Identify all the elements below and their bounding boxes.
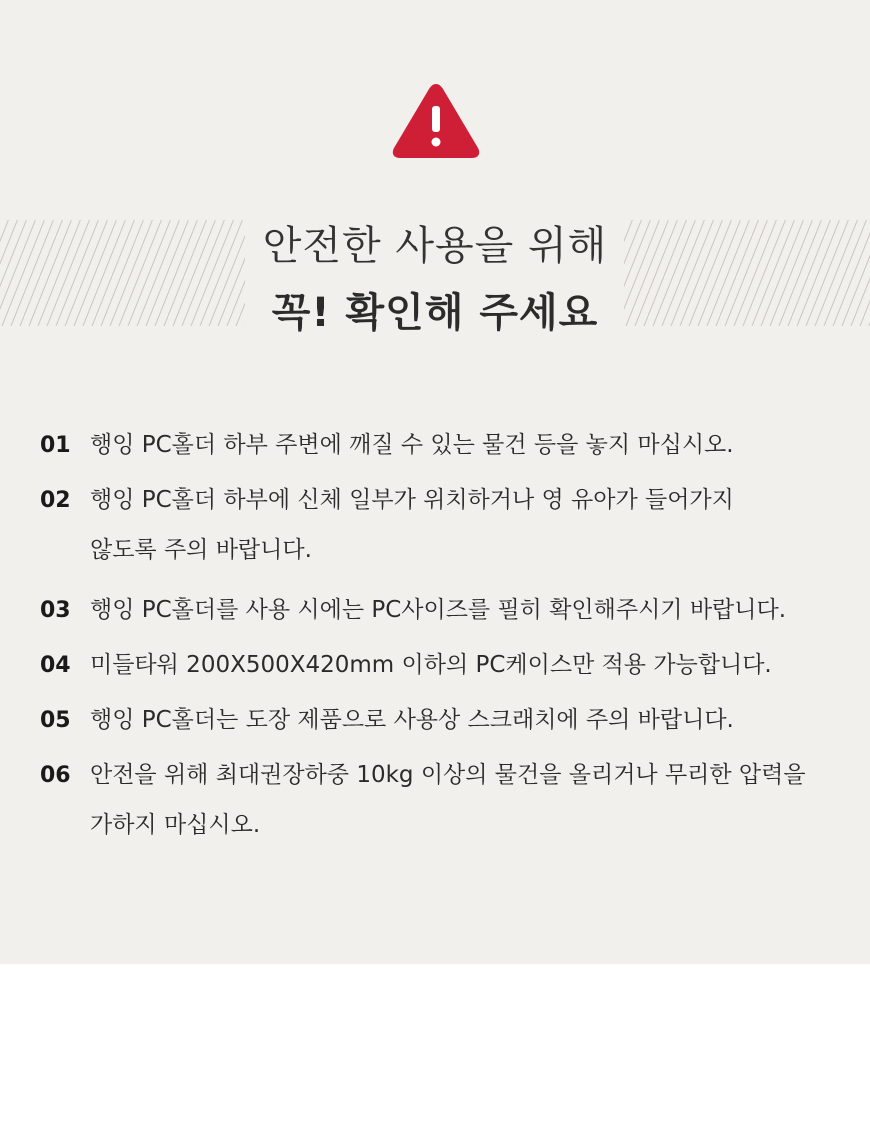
item-text: 미들타워 200X500X420mm 이하의 PC케이스만 적용 가능합니다. bbox=[90, 652, 772, 678]
item-text: 행잉 PC홀더는 도장 제품으로 사용상 스크래치에 주의 바랍니다. bbox=[90, 707, 734, 733]
warning-triangle-icon bbox=[390, 80, 482, 160]
item-text: 가하지 마십시오. bbox=[90, 812, 261, 838]
item-number: 04 bbox=[40, 653, 71, 678]
item-number: 06 bbox=[40, 763, 71, 788]
item-number: 01 bbox=[40, 433, 71, 458]
item-text: 행잉 PC홀더 하부 주변에 깨질 수 있는 물건 등을 놓지 마십시오. bbox=[90, 432, 734, 458]
item-number: 03 bbox=[40, 598, 71, 623]
item-text: 않도록 주의 바랍니다. bbox=[90, 537, 312, 563]
heading-line2: 꼭! 확인해 주세요 bbox=[271, 290, 599, 336]
item-text: 안전을 위해 최대권장하중 10kg 이상의 물건을 올리거나 무리한 압력을 bbox=[90, 762, 806, 788]
item-number: 02 bbox=[40, 488, 71, 513]
item-text: 행잉 PC홀더를 사용 시에는 PC사이즈를 필히 확인해주시기 바랍니다. bbox=[90, 597, 787, 623]
heading-line1: 안전한 사용을 위해 bbox=[262, 223, 608, 269]
item-number: 05 bbox=[40, 708, 71, 733]
item-text: 행잉 PC홀더 하부에 신체 일부가 위치하거나 영 유아가 들어가지 bbox=[90, 487, 734, 513]
